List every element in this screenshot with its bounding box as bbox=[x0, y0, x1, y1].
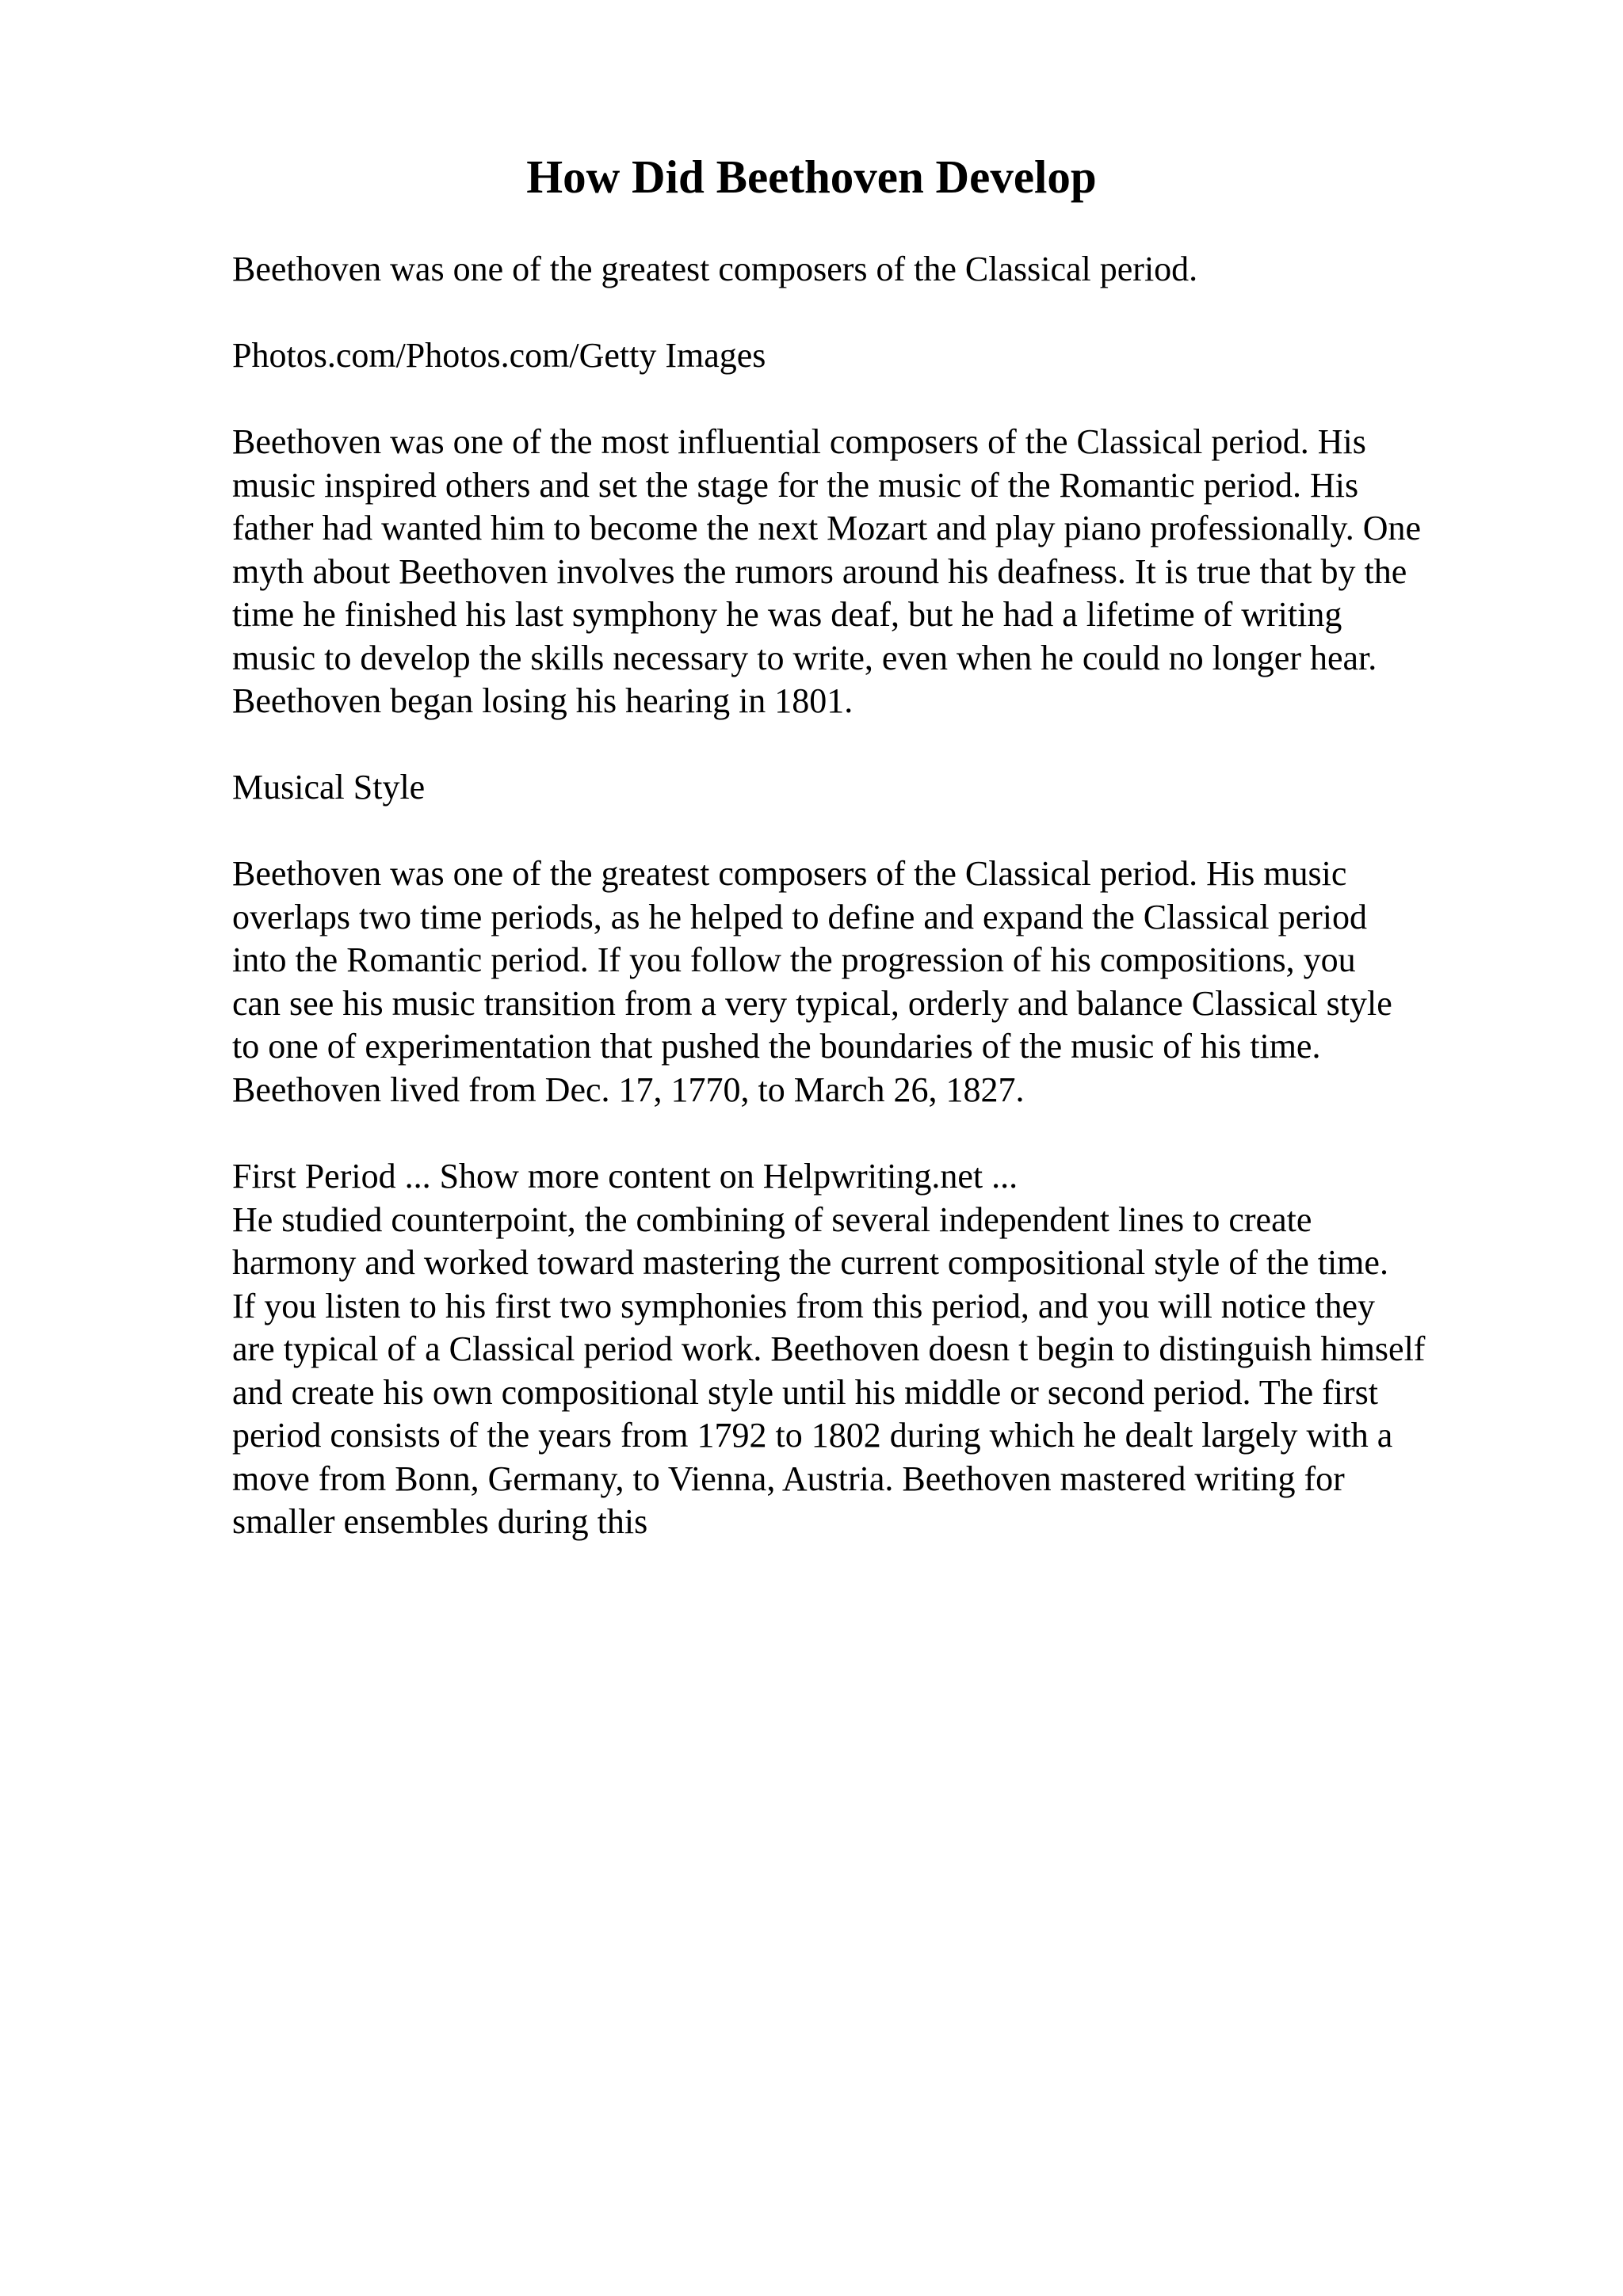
section-heading: Musical Style bbox=[232, 768, 426, 807]
musical-style-paragraph: Beethoven was one of the greatest composers of the Classical period. His music overlaps two time periods, as he helped to define and expand the Classical period into the Romantic period. If you follow the progression of his compositions, you can see his music transition from a very typical, orderly and balance Classical style to one of experimentation that pushed the boundaries of the music of his time. Beethoven lived from Dec. 17, 1770, to March 26, 1827. bbox=[232, 854, 1392, 1109]
photo-credit: Photos.com/Photos.com/Getty Images bbox=[232, 336, 766, 375]
first-period-paragraph: First Period ... Show more content on Helpwriting.net ... He studied counterpoint, the combining of several independent lines to create harmony and worked toward mastering the current compositional style of the time. If you listen to his first two symphonies from this period, and you will notice they are typical of a Classical period work. Beethoven doesn t begin to distinguish himself and create his own compositional style until his middle or second period. The first period consists of the years from 1792 to 1802 during which he dealt largely with a move from Bonn, Germany, to Vienna, Austria. Beethoven mastered writing for smaller ensembles during this bbox=[232, 1157, 1426, 1541]
intro-paragraph: Beethoven was one of the most influential composers of the Classical period. His music inspired others and set the stage for the music of the Romantic period. His father had wanted him to become the next Mozart and play piano professionally. One myth about Beethoven involves the rumors around his deafness. It is true that by the time he finished his last symphony he was deaf, but he had a lifetime of writing music to develop the skills necessary to write, even when he could no longer hear. Beethoven began losing his hearing in 1801. bbox=[232, 422, 1421, 720]
photo-caption: Beethoven was one of the greatest composers of the Classical period. bbox=[232, 250, 1198, 288]
document-title: How Did Beethoven Develop bbox=[526, 151, 1097, 203]
